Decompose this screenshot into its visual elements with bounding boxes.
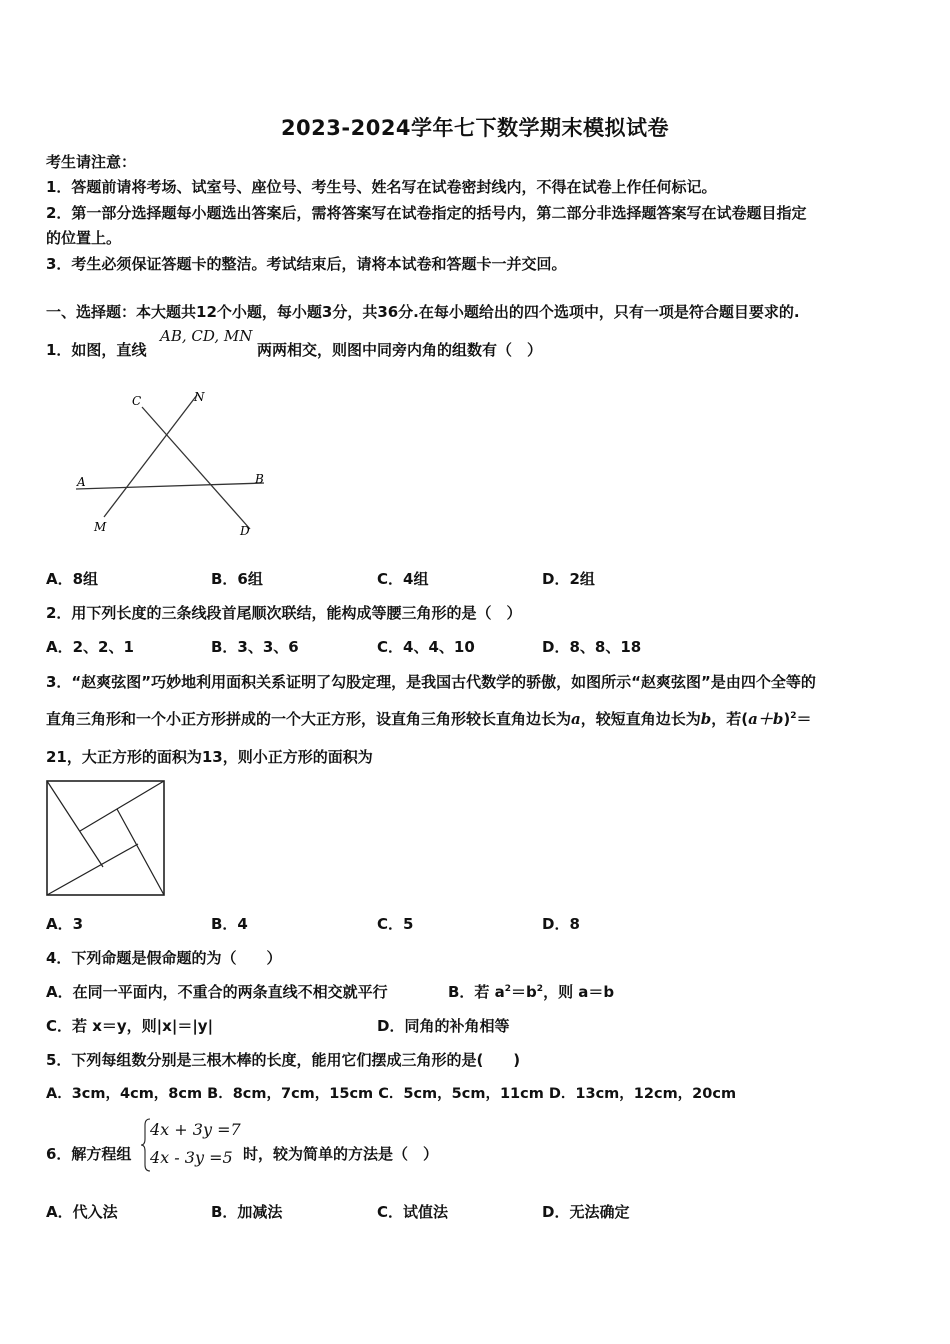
notice-item-2-cont: 的位置上。: [46, 229, 122, 247]
q4-option-b: [448, 982, 614, 1002]
q1-suffix: 两两相交，则图中同旁内角的组数有（ ）: [257, 341, 543, 359]
notice-item-3: 3．考生必须保证答题卡的整洁。考试结束后，请将本试卷和答题卡一并交回。: [46, 255, 567, 273]
q6-prefix: 6．解方程组: [46, 1145, 132, 1163]
section-heading: 一、选择题：本大题共12个小题，每小题3分，共36分.在每小题给出的四个选项中，只有一项是符合题目要求的.: [46, 303, 800, 321]
q3-option-c: C．5: [377, 915, 414, 933]
q4-b-sup2: 2: [536, 984, 544, 994]
q5-text: 5．下列每组数分别是三根木棒的长度，能用它们摆成三角形的是( ): [46, 1051, 521, 1069]
q3-line-2d: ): [783, 710, 791, 728]
page-title: 2023-2024学年七下数学期末模拟试卷: [280, 116, 670, 140]
q1-option-c: C．4组: [377, 570, 429, 588]
q6-option-a: A．代入法: [46, 1203, 118, 1221]
q4-b-mid: ＝b: [511, 983, 537, 1001]
q2-option-d: D．8、8、18: [542, 638, 642, 656]
var-a: a: [571, 710, 581, 728]
q1-math-lines: AB, CD, MN: [160, 327, 253, 345]
notice-item-1: 1．答题前请将考场、试室号、座位号、考生号、姓名写在试卷密封线内，不得在试卷上作任何标记。: [46, 178, 717, 196]
q5-options: A．3cm，4cm，8cm B．8cm，7cm，15cm C．5cm，5cm，11cm D．13cm，12cm，20cm: [46, 1086, 737, 1102]
q4-b-sup1: 2: [504, 984, 512, 994]
label-d: D: [240, 524, 250, 538]
q4-text: 4．下列命题是假命题的为（ ）: [46, 949, 282, 967]
q3-option-a: A．3: [46, 915, 84, 933]
q2-option-a: A．2、2、1: [46, 638, 134, 656]
q3-option-d: D．8: [542, 915, 580, 933]
q1-figure: [60, 385, 280, 545]
q6-equation-2: 4x - 3y =5: [150, 1148, 233, 1167]
q3-line-2a: 直角三角形和一个小正方形拼成的一个大正方形，设直角三角形较长直角边长为: [46, 710, 572, 728]
q3-line-2: [46, 709, 811, 729]
outer-square: [47, 781, 164, 895]
q3-figure-zhaoshuang: [46, 780, 166, 898]
label-c: C: [132, 394, 142, 408]
q4-option-a: A．在同一平面内，不重合的两条直线不相交就平行: [46, 983, 388, 1001]
q1-option-d: D．2组: [542, 570, 595, 588]
line-cd: [142, 407, 250, 529]
q2-option-b: B．3、3、6: [211, 638, 299, 656]
label-b: B: [255, 472, 264, 486]
q6-option-b: B．加减法: [211, 1203, 283, 1221]
var-b: b: [700, 710, 712, 728]
q3-line-2b: ，较短直角边长为: [580, 710, 701, 728]
q3-line-2c: ，若(: [711, 710, 749, 728]
q3-line-3: 21，大正方形的面积为13，则小正方形的面积为: [46, 748, 373, 766]
q1-option-b: B．6组: [211, 570, 263, 588]
q6-option-d: D．无法确定: [542, 1203, 630, 1221]
triangle-edge-2: [80, 781, 164, 831]
q2-text: 2．用下列长度的三条线段首尾顺次联结，能构成等腰三角形的是（ ）: [46, 604, 522, 622]
q2-option-c: C．4、4、10: [377, 638, 475, 656]
triangle-edge-1: [47, 781, 103, 867]
q6-suffix: 时，较为简单的方法是（ ）: [243, 1145, 439, 1163]
q4-option-c: C．若 x＝y，则|x|＝|y|: [46, 1017, 214, 1035]
q4-b-pre: B．若 a: [448, 983, 505, 1001]
q1-prefix: 1．如图，直线: [46, 341, 147, 359]
q6-option-c: C．试值法: [377, 1203, 449, 1221]
q3-sup: 2: [790, 711, 797, 721]
q3-line-1: 3．“赵爽弦图”巧妙地利用面积关系证明了勾股定理，是我国古代数学的骄傲，如图所示“赵爽弦图”是由四个全等的: [46, 673, 816, 691]
q4-b-post: ，则 a＝b: [543, 983, 615, 1001]
q6-equation-1: 4x + 3y =7: [150, 1120, 241, 1139]
label-n: N: [194, 390, 205, 404]
q4-option-d: D．同角的补角相等: [377, 1017, 510, 1035]
line-mn: [104, 395, 197, 517]
q3-line-2e: ＝: [796, 710, 812, 728]
notice-item-2: 2．第一部分选择题每小题选出答案后，需将答案写在试卷指定的括号内，第二部分非选择题答案写在试卷题目指定: [46, 204, 807, 222]
q3-option-b: B．4: [211, 915, 248, 933]
label-m: M: [94, 520, 107, 534]
q1-option-a: A．8组: [46, 570, 99, 588]
line-ab: [76, 483, 264, 489]
label-a: A: [77, 475, 86, 489]
q3-expr: a＋b: [748, 710, 784, 728]
notice-heading: 考生请注意：: [46, 153, 137, 171]
